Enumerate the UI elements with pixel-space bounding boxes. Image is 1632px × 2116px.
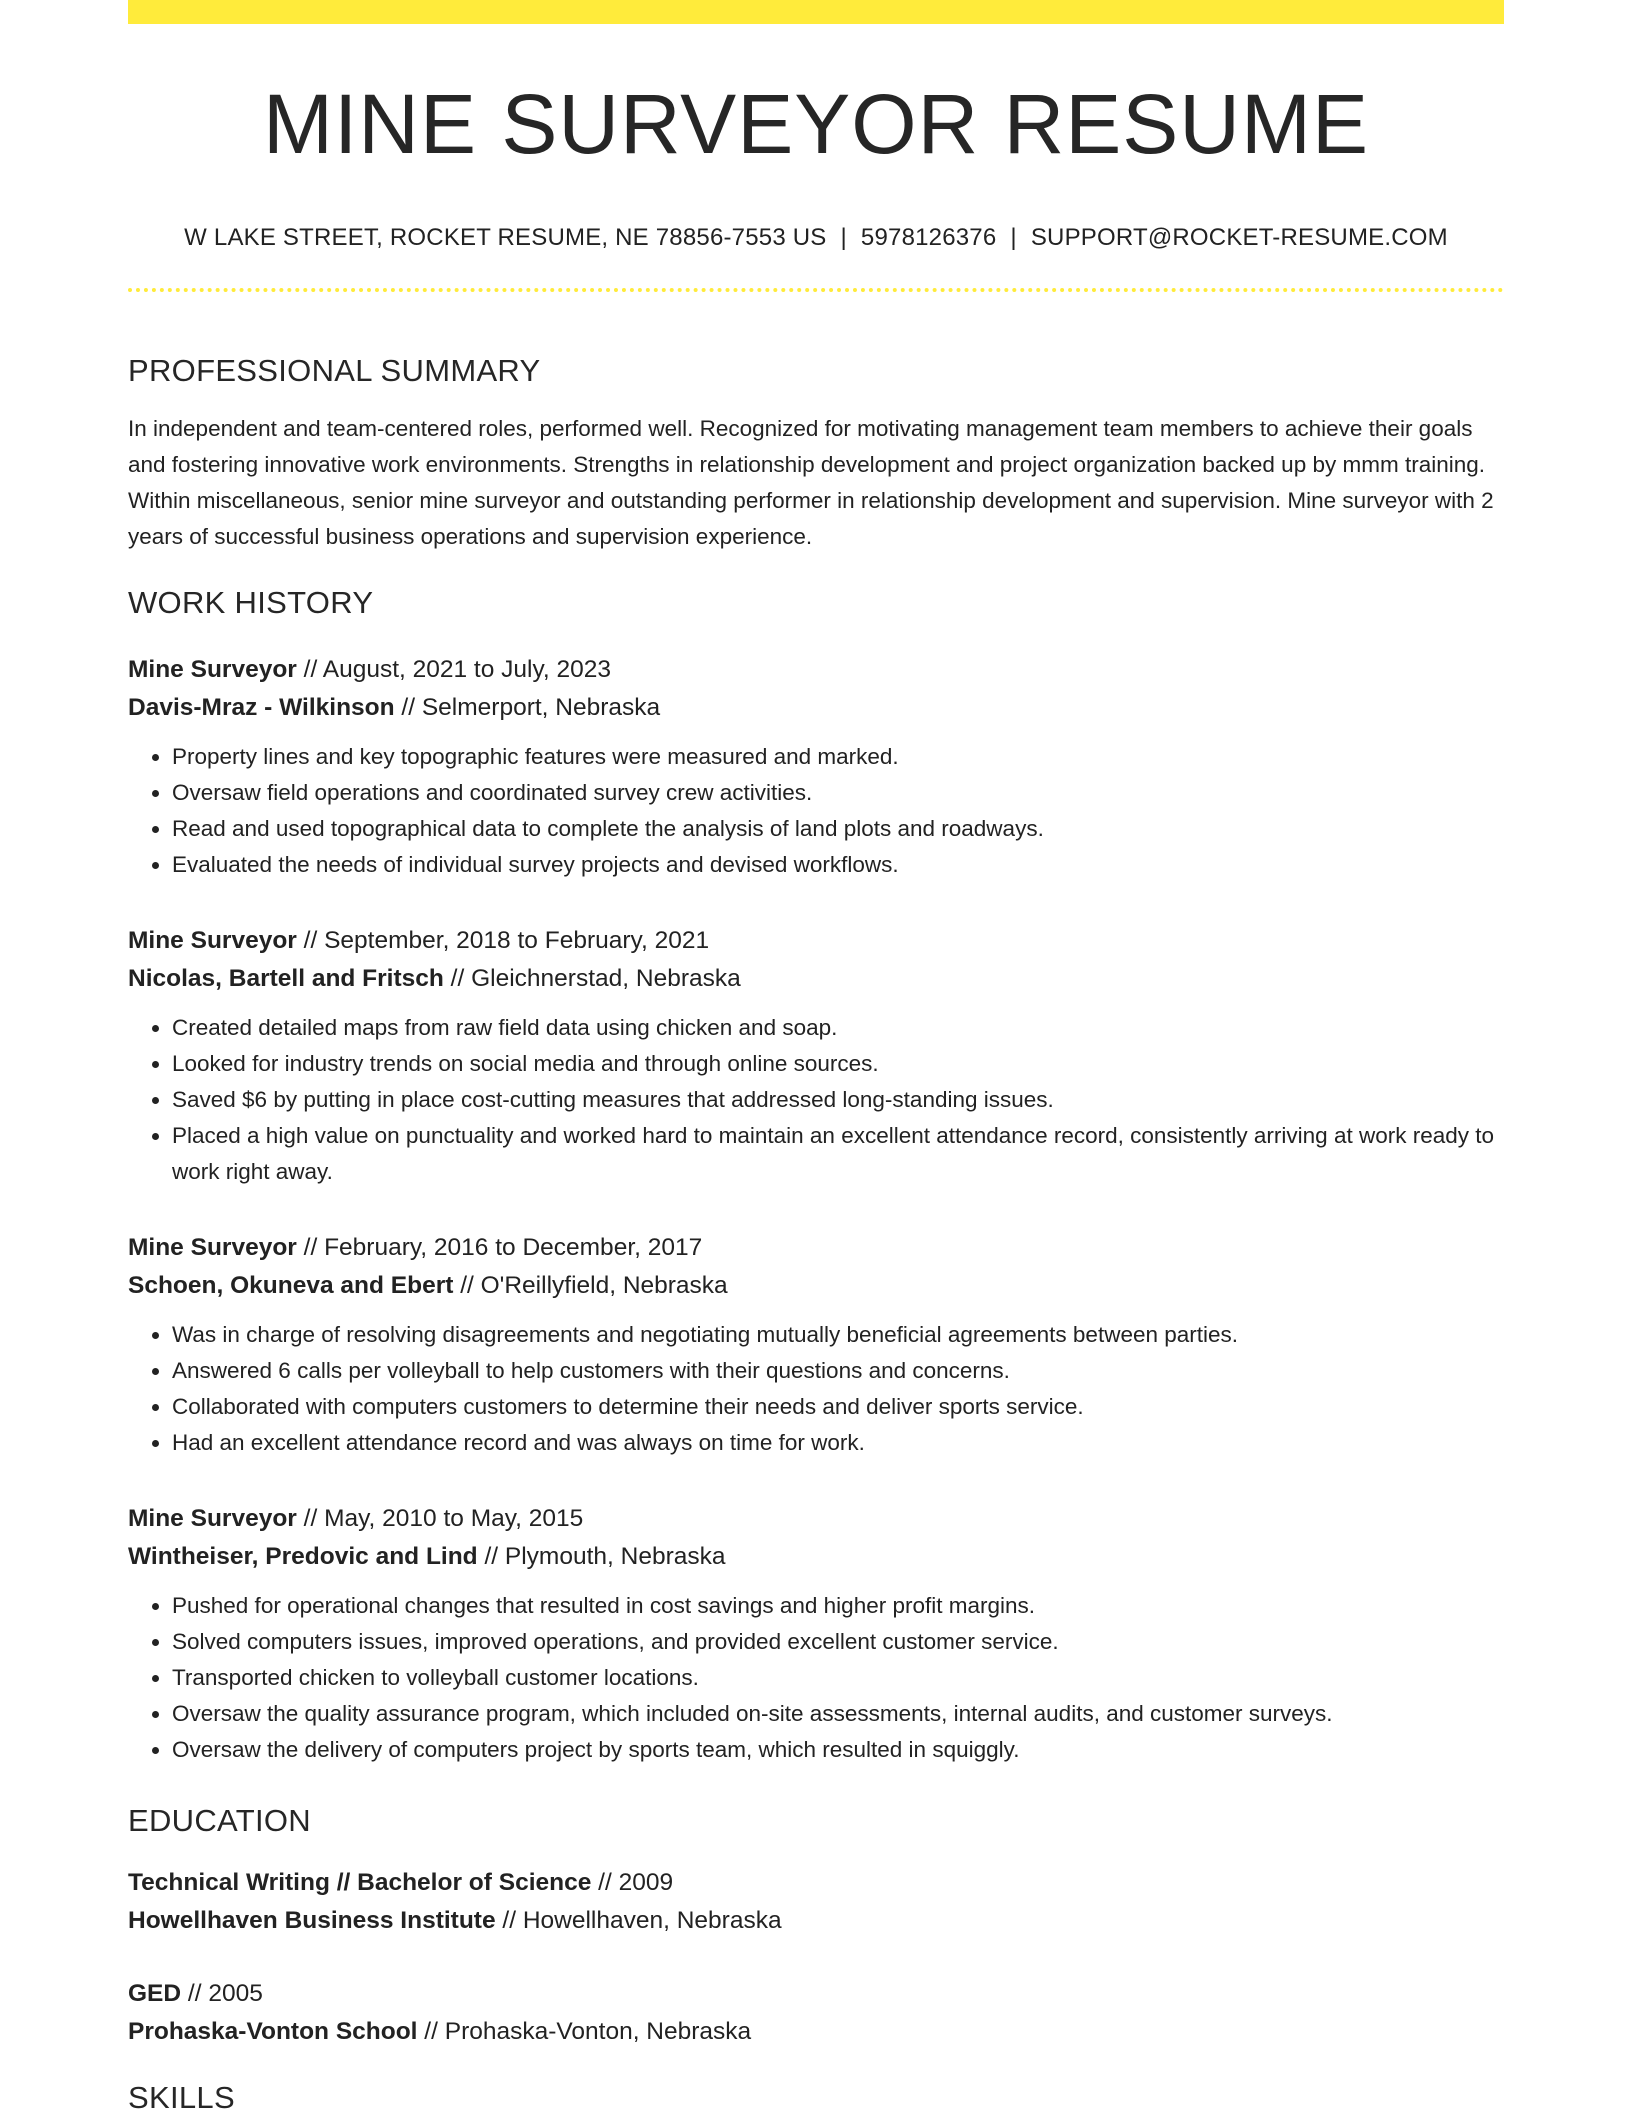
- education-degree-line: [128, 1975, 1504, 2013]
- job-entry: [128, 1500, 1504, 1768]
- job-location: Gleichnerstad, Nebraska: [471, 965, 741, 992]
- separator: //: [296, 1505, 325, 1532]
- separator: //: [495, 1907, 523, 1934]
- job-company-line: [128, 1267, 1504, 1305]
- job-bullet: • Was in charge of resolving disagreements and negotiating mutually beneficial agreements between parties.: [172, 1317, 1504, 1353]
- job-bullet: • Oversaw the delivery of computers project by sports team, which resulted in squiggly.: [172, 1732, 1504, 1768]
- job-bullets: [128, 1588, 1504, 1768]
- job-company: Wintheiser, Predovic and Lind: [128, 1543, 478, 1570]
- job-company: Nicolas, Bartell and Fritsch: [128, 965, 444, 992]
- separator: //: [443, 965, 472, 992]
- dotted-divider: [128, 288, 1504, 292]
- job-title: Mine Surveyor: [128, 1234, 297, 1261]
- job-bullets: [128, 739, 1504, 883]
- resume-title: MINE SURVEYOR RESUME: [263, 77, 1369, 171]
- job-location: Plymouth, Nebraska: [504, 1543, 726, 1570]
- contact-separator: |: [1010, 224, 1017, 251]
- separator: //: [296, 656, 323, 683]
- education-school: Prohaska-Vonton School: [128, 2018, 418, 2045]
- education-year: 2005: [208, 1980, 263, 2007]
- job-title-line: [128, 922, 1504, 960]
- job-dates: September, 2018 to February, 2021: [324, 927, 710, 954]
- job-company-line: [128, 1538, 1504, 1576]
- job-title: Mine Surveyor: [128, 1505, 297, 1532]
- section-heading-skills: SKILLS: [128, 2080, 235, 2115]
- job-title-line: [128, 651, 1504, 689]
- job-bullets: [128, 1010, 1504, 1190]
- job-entry: [128, 922, 1504, 1190]
- job-bullet: • Property lines and key topographic features were measured and marked.: [172, 739, 1504, 775]
- education-section: [128, 1803, 1504, 1839]
- job-bullet: • Answered 6 calls per volleyball to help customers with their questions and concerns.: [172, 1353, 1504, 1389]
- job-bullet: • Created detailed maps from raw field data using chicken and soap.: [172, 1010, 1504, 1046]
- separator: //: [296, 927, 325, 954]
- job-bullet: • Pushed for operational changes that resulted in cost savings and higher profit margins.: [172, 1588, 1504, 1624]
- job-bullet: • Saved $6 by putting in place cost-cutting measures that addressed long-standing issues.: [172, 1082, 1504, 1118]
- separator: //: [181, 1980, 209, 2007]
- job-bullet: • Placed a high value on punctuality and worked hard to maintain an excellent attendance record, consistently arriving at work ready to work right away.: [172, 1118, 1504, 1190]
- education-degree: Technical Writing // Bachelor of Science: [128, 1869, 592, 1896]
- contact-address: W LAKE STREET, ROCKET RESUME, NE 78856-7553 US: [184, 224, 827, 251]
- job-bullet: • Had an excellent attendance record and was always on time for work.: [172, 1425, 1504, 1461]
- job-location: O'Reillyfield, Nebraska: [480, 1272, 728, 1299]
- job-bullet: • Evaluated the needs of individual survey projects and devised workflows.: [172, 847, 1504, 883]
- contact-email: SUPPORT@ROCKET-RESUME.COM: [1030, 224, 1448, 251]
- education-entry: [128, 1864, 1504, 1940]
- education-entry: [128, 1975, 1504, 2051]
- job-company-line: [128, 689, 1504, 727]
- job-bullet: • Looked for industry trends on social media and through online sources.: [172, 1046, 1504, 1082]
- job-bullet: • Oversaw the quality assurance program, which included on-site assessments, internal audits, and customer surveys.: [172, 1696, 1504, 1732]
- education-location: Prohaska-Vonton, Nebraska: [444, 2018, 752, 2045]
- job-company: Schoen, Okuneva and Ebert: [128, 1272, 454, 1299]
- section-heading-education: EDUCATION: [128, 1803, 311, 1838]
- job-bullet: • Read and used topographical data to complete the analysis of land plots and roadways.: [172, 811, 1504, 847]
- separator: //: [394, 694, 422, 721]
- job-dates: February, 2016 to December, 2017: [324, 1234, 703, 1261]
- education-location: Howellhaven, Nebraska: [522, 1907, 782, 1934]
- top-accent-bar: [128, 0, 1504, 24]
- education-school-line: [128, 1902, 1504, 1940]
- job-dates: August, 2021 to July, 2023: [322, 656, 612, 683]
- separator: //: [453, 1272, 481, 1299]
- summary-section: [128, 353, 1504, 555]
- separator: //: [417, 2018, 445, 2045]
- job-bullet: • Collaborated with computers customers to determine their needs and deliver sports service.: [172, 1389, 1504, 1425]
- job-title-line: [128, 1500, 1504, 1538]
- resume-page: [128, 0, 1504, 2115]
- skills-section: [128, 2080, 1504, 2116]
- job-company: Davis-Mraz - Wilkinson: [128, 694, 395, 721]
- contact-separator: |: [840, 224, 847, 251]
- summary-text: In independent and team-centered roles, performed well. Recognized for motivating management team members to achieve their goals and fostering innovative work environments. Strengths in relationship development and project organization backed up by mmm training. Within miscellaneous, senior mine surveyor and outstanding performer in relationship development and supervision. Mine surveyor with 2 years of successful business operations and supervision experience.: [128, 416, 1494, 549]
- separator: //: [296, 1234, 325, 1261]
- section-heading-summary: PROFESSIONAL SUMMARY: [128, 353, 541, 388]
- separator: //: [477, 1543, 505, 1570]
- contact-line: [128, 226, 1504, 250]
- job-dates: May, 2010 to May, 2015: [324, 1505, 584, 1532]
- education-year: 2009: [618, 1869, 674, 1896]
- section-heading-work: WORK HISTORY: [128, 585, 374, 620]
- job-bullets: [128, 1317, 1504, 1461]
- job-entry: [128, 651, 1504, 883]
- education-school: Howellhaven Business Institute: [128, 1907, 496, 1934]
- job-bullet: • Solved computers issues, improved operations, and provided excellent customer service.: [172, 1624, 1504, 1660]
- work-section: [128, 585, 1504, 621]
- job-bullet: • Oversaw field operations and coordinated survey crew activities.: [172, 775, 1504, 811]
- job-bullet: • Transported chicken to volleyball customer locations.: [172, 1660, 1504, 1696]
- job-location: Selmerport, Nebraska: [421, 694, 661, 721]
- job-title-line: [128, 1229, 1504, 1267]
- contact-phone: 5978126376: [860, 224, 997, 251]
- job-company-line: [128, 960, 1504, 998]
- education-school-line: [128, 2013, 1504, 2051]
- job-title: Mine Surveyor: [128, 927, 297, 954]
- education-degree-line: [128, 1864, 1504, 1902]
- job-entry: [128, 1229, 1504, 1461]
- education-degree: GED: [128, 1980, 182, 2007]
- separator: //: [591, 1869, 619, 1896]
- job-title: Mine Surveyor: [128, 656, 297, 683]
